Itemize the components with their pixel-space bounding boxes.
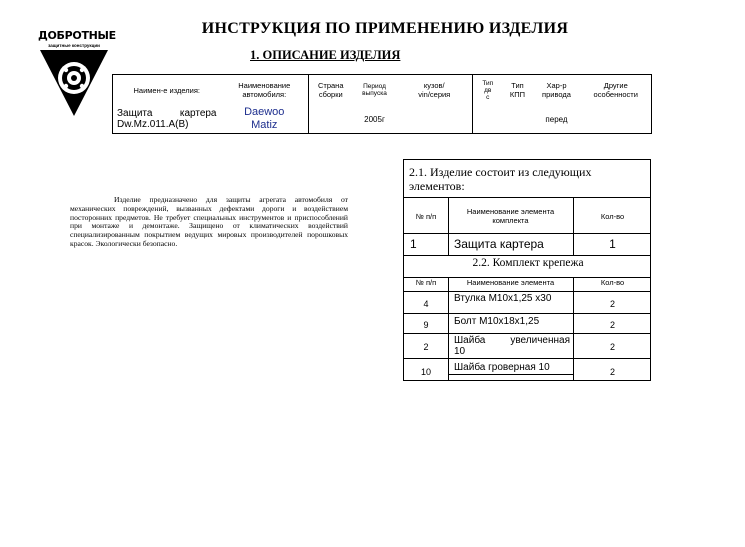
shield-emblem-icon (38, 29, 116, 118)
composition-title: 2.1. Изделие состоит из следующих элементов: (409, 165, 592, 193)
fasteners-header-qty: Кол-во (600, 278, 625, 287)
fastener-name: Шайба гроверная 10 (454, 362, 550, 373)
brand-logo (38, 29, 116, 118)
fasteners-title: 2.2. Комплект крепежа (472, 257, 584, 269)
header-period: Период выпуска (362, 83, 387, 97)
fasteners-header-name: Наименование элемента (466, 278, 555, 287)
items-header-num: № п/п (415, 212, 437, 221)
product-other (581, 105, 652, 134)
header-auto: Наименование автомобиля: (221, 75, 309, 106)
fastener-qty: 2 (609, 320, 615, 330)
product-table-header (113, 75, 652, 106)
fastener-qty: 2 (609, 367, 615, 377)
fastener-num: 4 (423, 299, 429, 309)
product-gearbox (503, 105, 533, 134)
product-body (397, 105, 473, 134)
header-body: кузов/ vin/серия (397, 75, 473, 106)
product-engine (473, 105, 503, 134)
product-description: Изделие предназначено для защиты агрегата автомобиля от механических повреждений, вызванных дефектами дороги и воздействием посторонних предметов. Не требует специальных инструментов и приспособлений при монтаже и демонтаже. Защищено от климатических воздействий специализированным покрытием ведущих мировых производителей порошковых красок. Экологически безопасно. (70, 195, 348, 248)
header-country: Страна сборки (317, 81, 344, 99)
fastener-qty: 2 (609, 299, 615, 309)
product-drive: перед (545, 114, 568, 124)
composition-table (403, 159, 651, 381)
logo-subtitle: защитные конструкции (48, 43, 100, 48)
items-header-name: Наименование элемента комплекта (466, 207, 555, 225)
item-row (404, 233, 652, 255)
item-num: 1 (410, 237, 417, 251)
fasteners-header-num: № п/п (415, 278, 437, 287)
product-table-row (113, 105, 652, 134)
page-title: ИНСТРУКЦИЯ ПО ПРИМЕНЕНИЮ ИЗДЕЛИЯ (201, 20, 569, 37)
fastener-qty: 2 (609, 342, 615, 352)
header-name: Наимен-е изделия: (133, 85, 200, 95)
product-period: 2005г (364, 114, 385, 124)
product-table (112, 74, 652, 134)
item-name: Защита картера (454, 237, 544, 251)
product-auto: Daewoo Matiz (221, 105, 309, 134)
section-title: 1. ОПИСАНИЕ ИЗДЕЛИЯ (250, 48, 401, 62)
header-gearbox: Тип КПП (509, 81, 526, 99)
logo-brand-text: ДОБРОТНЫЕ (38, 29, 116, 42)
header-drive: Хар-р привода (542, 81, 571, 99)
header-engine: Тип дв с (482, 79, 494, 101)
fastener-name: Болт М10х18х1,25 (454, 316, 540, 327)
product-country (309, 105, 353, 134)
item-qty: 1 (609, 237, 616, 251)
items-header-qty: Кол-во (600, 212, 625, 221)
fastener-name: Втулка М10х1,25 х30 (454, 293, 552, 304)
fastener-num: 9 (423, 320, 429, 330)
fastener-num: 2 (423, 342, 429, 352)
fastener-name: Шайба увеличенная 10 (454, 335, 570, 357)
header-other: Другие особенности (593, 81, 638, 99)
fastener-num: 10 (420, 367, 431, 377)
product-name: Защита картера Dw.Mz.011.A(B) (117, 108, 217, 130)
